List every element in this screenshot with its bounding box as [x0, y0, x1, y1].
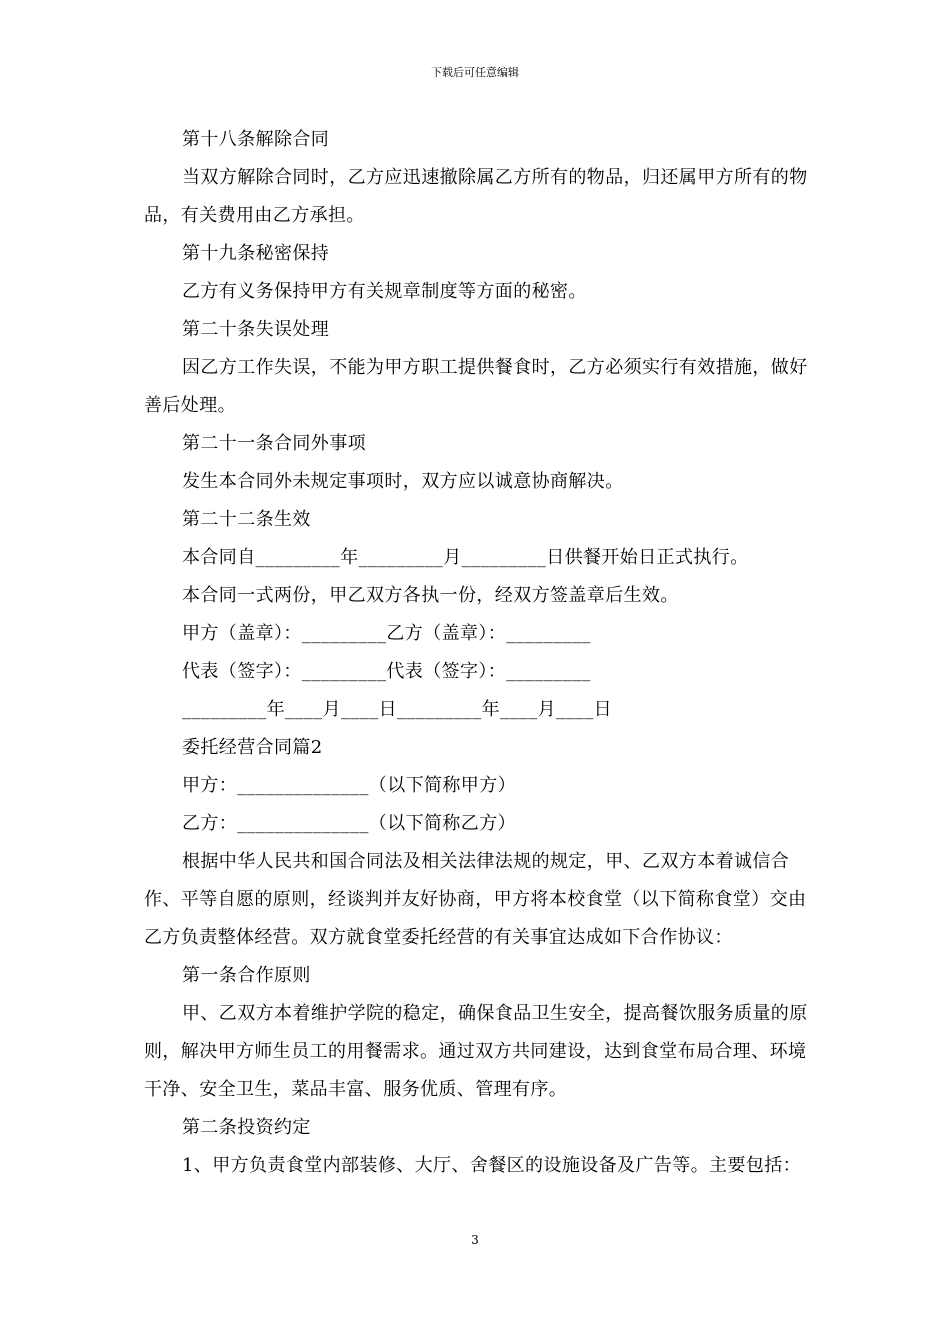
date-line: _________年____月____日_________年____月____日	[182, 699, 612, 720]
document-body	[144, 121, 824, 1185]
paragraph: 甲、乙双方本着维护学院的稳定，确保食品卫生安全，提高餐饮服务质量的原则，解决甲方师生员工的用餐需求。通过双方共同建设，达到食堂布局合理、环境干净、安全卫生，菜品丰富、服务优质、管理有序。	[144, 1003, 808, 1100]
clause-heading: 第二条投资约定	[182, 1117, 311, 1138]
paragraph: 1、甲方负责食堂内部装修、大厅、舍餐区的设施设备及广告等。主要包括：	[182, 1155, 802, 1176]
party-b-line: 乙方：______________（以下简称乙方）	[182, 813, 516, 834]
paragraph: 发生本合同外未规定事项时，双方应以诚意协商解决。	[182, 471, 624, 492]
clause-heading: 第十九条秘密保持	[182, 243, 330, 264]
paragraph: 乙方有义务保持甲方有关规章制度等方面的秘密。	[182, 281, 587, 302]
clause-heading: 第二十条失误处理	[182, 319, 330, 340]
page-number: 3	[471, 1233, 479, 1247]
signature-line: 代表（签字）：_________代表（签字）：_________	[182, 661, 591, 682]
paragraph: 根据中华人民共和国合同法及相关法律法规的规定，甲、乙双方本着诚信合作、平等自愿的原则，经谈判并友好协商，甲方将本校食堂（以下简称食堂）交由乙方负责整体经营。双方就食堂委托经营的有关事宜达成如下合作协议：	[144, 851, 807, 948]
paragraph: 本合同一式两份，甲乙双方各执一份，经双方签盖章后生效。	[182, 585, 679, 606]
page-header: 下载后可任意编辑	[431, 66, 519, 79]
paragraph: 当双方解除合同时，乙方应迅速撤除属乙方所有的物品，归还属甲方所有的物品，有关费用由乙方承担。	[144, 167, 808, 226]
seal-line: 甲方（盖章）：_________乙方（盖章）：_________	[182, 623, 591, 644]
clause-heading: 第十八条解除合同	[182, 129, 330, 150]
clause-heading: 第二十二条生效	[182, 509, 311, 530]
paragraph: 因乙方工作失误，不能为甲方职工提供餐食时，乙方必须实行有效措施，做好善后处理。	[144, 357, 808, 416]
party-a-line: 甲方：______________（以下简称甲方）	[182, 775, 516, 796]
effective-date-line: 本合同自_________年_________月_________日供餐开始日正式执行。	[182, 547, 749, 568]
clause-heading: 第二十一条合同外事项	[182, 433, 366, 454]
section-title: 委托经营合同篇2	[182, 737, 323, 758]
clause-heading: 第一条合作原则	[182, 965, 311, 986]
